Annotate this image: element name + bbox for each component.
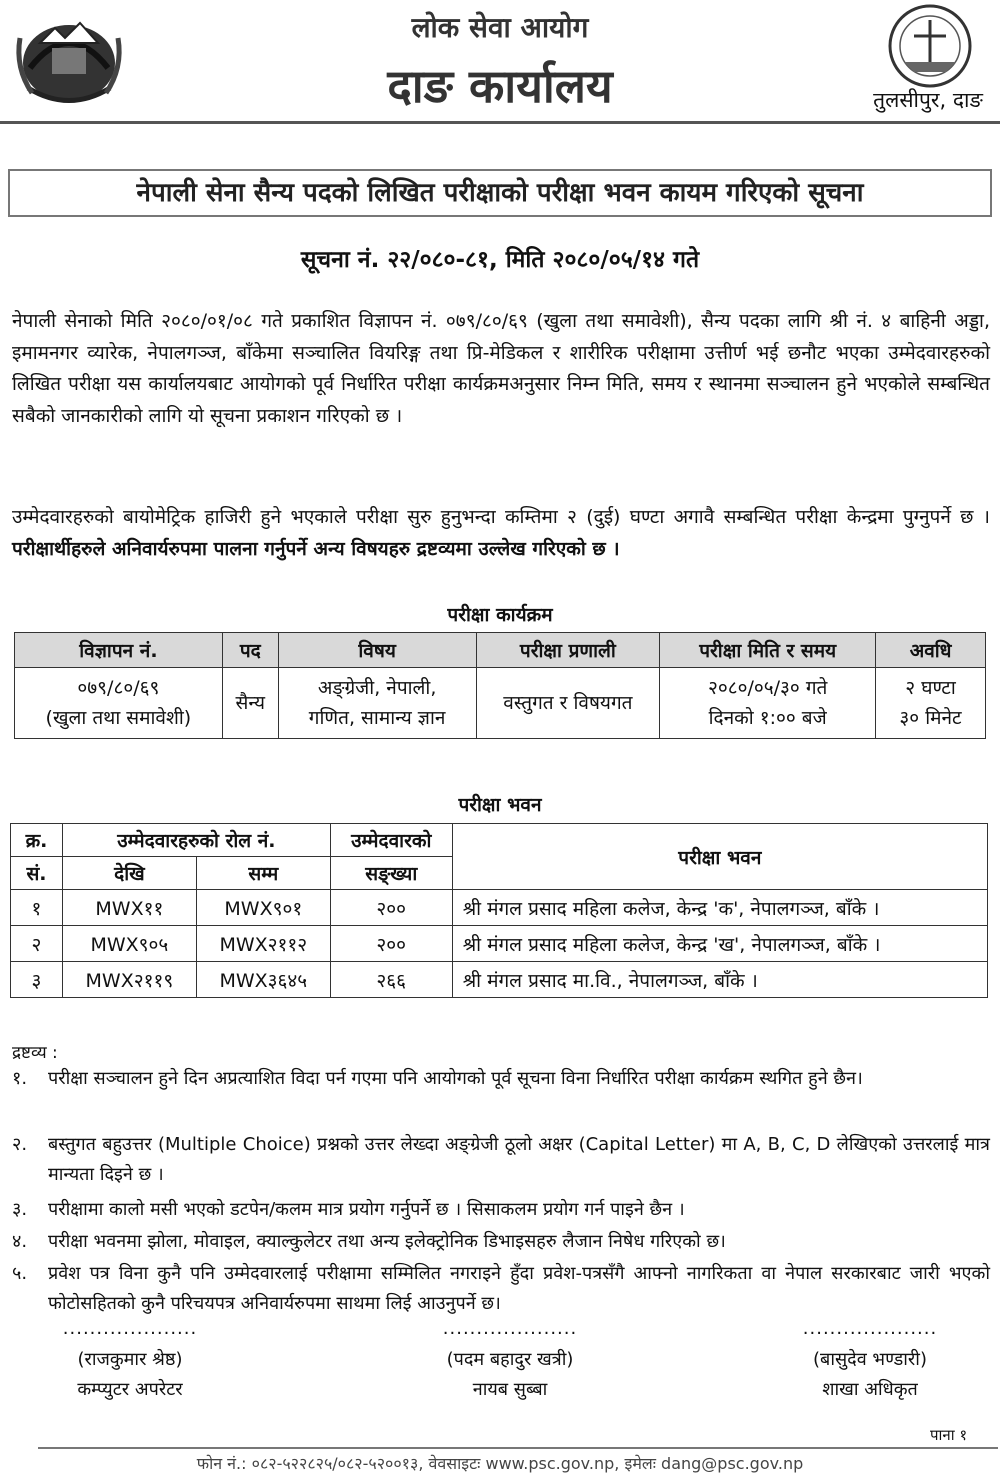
venue-count: २०० [330,926,452,962]
exam-date: २०८०/०५/३० गते [707,677,828,699]
adv-number: ०७९/८०/६९ [77,677,160,699]
signature-line: .................... [802,1318,938,1339]
venue-header-count-2: सङ्ख्या [330,857,452,890]
adv-type: (खुला तथा समावेशी) [45,707,192,729]
venue-from: MWX९०५ [62,926,196,962]
note-item [12,1064,990,1094]
signatory-role: नायब सुब्बा [472,1379,548,1400]
paragraph-2-normal: उम्मेदवारहरुको बायोमेट्रिक हाजिरी हुने भएकाले परीक्षा सुरु हुनुभन्दा कम्तिमा २ (दुई) घण्टा अगावै सम्बन्धित परीक्षा केन्द्रमा पुग्नुपर्ने छ । [12,506,990,528]
venue-header-sn-2: सं. [11,857,63,890]
notice-title: नेपाली सेना सैन्य पदको लिखित परीक्षाको परीक्षा भवन कायम गरिएको सूचना [8,169,992,217]
exam-time: दिनको १:०० बजे [708,707,827,729]
venue-sn: १ [11,890,63,926]
signature-block [0,1318,260,1401]
signatory-name: (राजकुमार श्रेष्ठ) [77,1349,183,1370]
schedule-header: परीक्षा मिति र समय [660,633,876,668]
venue-count: २६६ [330,962,452,998]
venue-name: श्री मंगल प्रसाद महिला कलेज, केन्द्र 'ख', नेपालगञ्ज, बाँके । [452,926,987,962]
schedule-datetime-cell [660,668,876,739]
paragraph-2 [12,502,990,565]
note-item [12,1259,990,1319]
schedule-header-row [15,633,986,668]
signatory-name: (बासुदेव भण्डारी) [813,1349,927,1370]
subject-line-1: अङ्ग्रेजी, नेपाली, [317,677,437,699]
note-number: ५. [12,1263,28,1284]
schedule-duration-cell [876,668,986,739]
office-name: दाङ कार्यालय [387,59,613,113]
signature-block [380,1318,640,1401]
signature-line: .................... [442,1318,578,1339]
note-number: ३. [12,1199,28,1220]
paragraph-2-bold: परीक्षार्थीहरुले अनिवार्यरुपमा पालना गर्नुपर्ने अन्य विषयहरु द्रष्टव्यमा उल्लेख गरिएको छ । [12,537,620,560]
notes-heading: द्रष्टव्य : [12,1043,58,1063]
signatory-role: कम्प्युटर अपरेटर [77,1379,183,1400]
paragraph-1: नेपाली सेनाको मिति २०८०/०१/०८ गते प्रकाशित विज्ञापन नं. ०७९/८०/६९ (खुला तथा समावेशी), सैन्य पदका लागि श्री नं. ४ बाहिनी अड्डा, इमामनगर व्यारेक, नेपालगञ्ज, बाँकेमा सञ्चालित वियरिङ्ग तथा प्रि-मेडिकल र शारीरिक परीक्षामा उत्तीर्ण भई छनौट भएका उम्मेदवारहरुको लिखित परीक्षा यस कार्यालयबाट आयोगको पूर्व निर्धारित परीक्षा कार्यक्रमअनुसार निम्न मिति, समय र स्थानमा सञ्चालन हुने भएकोले सम्बन्धित सबैको जानकारीको लागि यो सूचना प्रकाशन गरिएको छ । [12,310,990,427]
header-divider [0,121,1000,124]
schedule-table [14,632,986,739]
note-item [12,1130,990,1190]
note-number: ४. [12,1231,28,1252]
note-item [12,1195,990,1225]
notice-number: सूचना नं. २२/०८०-८१, मिति २०८०/०५/१४ गते [300,247,700,273]
note-text: परीक्षामा कालो मसी भएको डटपेन/कलम मात्र प्रयोग गर्नुपर्ने छ । सिसाकलम प्रयोग गर्न पाइने छैन । [48,1199,685,1220]
venue-count: २०० [330,890,452,926]
venue-header-venue: परीक्षा भवन [452,824,987,890]
venue-table [10,823,988,998]
schedule-subject-cell [278,668,476,739]
venue-name: श्री मंगल प्रसाद महिला कलेज, केन्द्र 'क', नेपालगञ्ज, बाँके । [452,890,987,926]
venue-header-to: सम्म [196,857,330,890]
venue-header-row [11,824,988,857]
note-item [12,1227,990,1257]
schedule-header: विज्ञापन नं. [15,633,223,668]
schedule-header: पद [222,633,278,668]
schedule-adv-cell [15,668,223,739]
schedule-header: अवधि [876,633,986,668]
table-row [11,962,988,998]
venue-name: श्री मंगल प्रसाद मा.वि., नेपालगञ्ज, बाँके । [452,962,987,998]
schedule-system: वस्तुगत र विषयगत [476,668,660,739]
venue-sn: २ [11,926,63,962]
duration-line-1: २ घण्टा [905,677,956,699]
venue-sn: ३ [11,962,63,998]
note-number: २. [12,1134,28,1155]
signatory-role: शाखा अधिकृत [822,1379,918,1400]
seal-place: तुलसीपुर, दाङ [873,88,983,112]
venue-header-roll: उम्मेदवारहरुको रोल नं. [62,824,330,857]
venue-to: MWX२११२ [196,926,330,962]
note-text: परीक्षा सञ्चालन हुने दिन अप्रत्याशित विदा पर्न गएमा पनि आयोगको पूर्व सूचना विना निर्धारित परीक्षा कार्यक्रम स्थगित हुने छैन। [48,1068,863,1089]
duration-line-2: ३० मिनेट [899,707,962,729]
venue-caption: परीक्षा भवन [458,794,542,816]
schedule-caption: परीक्षा कार्यक्रम [447,604,553,626]
table-row [11,926,988,962]
subject-line-2: गणित, सामान्य ज्ञान [308,707,446,729]
footer-divider [38,1447,998,1449]
venue-header-sn: क्र. [11,824,63,857]
schedule-post: सैन्य [222,668,278,739]
office-seal-icon [874,2,986,90]
note-number: १. [12,1068,28,1089]
schedule-header: विषय [278,633,476,668]
signature-line: .................... [62,1318,198,1339]
page-number: पाना १ [930,1426,968,1444]
venue-header-from: देखि [62,857,196,890]
signature-block [740,1318,1000,1401]
table-row [11,890,988,926]
org-name: लोक सेवा आयोग [411,11,589,44]
venue-from: MWX२११९ [62,962,196,998]
footer-contact: फोन नं.: ०८२-५२२८२५/०८२-५२००१३, वेवसाइटः www.psc.gov.np, इमेलः dang@psc.gov.np [196,1454,804,1473]
venue-to: MWX३६४५ [196,962,330,998]
venue-from: MWX११ [62,890,196,926]
note-text: बस्तुगत बहुउत्तर (Multiple Choice) प्रश्नको उत्तर लेख्दा अङ्ग्रेजी ठूलो अक्षर (Capital Letter) मा A, B, C, D लेखिएको उत्तरलाई मात्र मान्यता दिइने छ । [48,1134,990,1185]
venue-header-count: उम्मेदवारको [330,824,452,857]
note-text: परीक्षा भवनमा झोला, मोवाइल, क्याल्कुलेटर तथा अन्य इलेक्ट्रोनिक डिभाइसहरु लैजान निषेध गरिएको छ। [48,1231,726,1252]
signatory-name: (पदम बहादुर खत्री) [446,1349,574,1370]
schedule-row [15,668,986,739]
venue-to: MWX९०१ [196,890,330,926]
note-text: प्रवेश पत्र विना कुनै पनि उम्मेदवारलाई परीक्षामा सम्मिलित नगराइने हुँदा प्रवेश-पत्रसँगै आफ्नो नागरिकता वा नेपाल सरकारबाट जारी भएको फोटोसहितको कुनै परिचयपत्र अनिवार्यरुपमा साथमा लिई आउनुपर्ने छ। [48,1263,990,1314]
schedule-header: परीक्षा प्रणाली [476,633,660,668]
